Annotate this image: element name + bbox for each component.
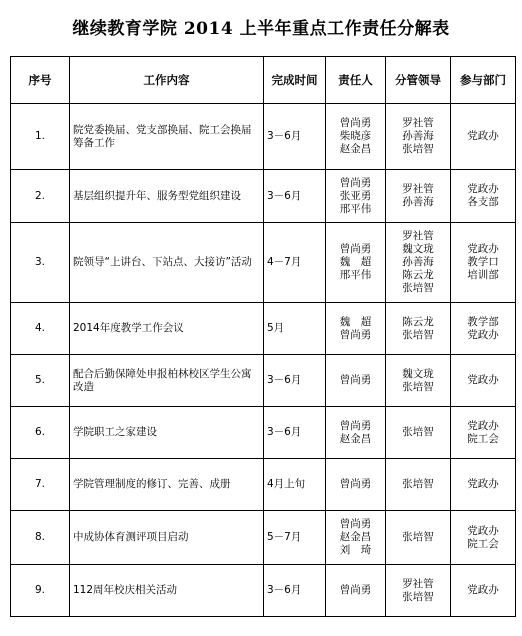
cell-no: 5.	[11, 355, 70, 407]
cell-department: 党政办 教学口 培训部	[451, 223, 516, 303]
page-title: 继续教育学院 2014 上半年重点工作责任分解表	[72, 19, 450, 39]
cell-department: 党政办	[451, 459, 516, 511]
header-task: 工作内容	[70, 57, 264, 104]
cell-task: 学院管理制度的修订、完善、成册	[70, 459, 264, 511]
cell-leader: 张培智	[386, 407, 451, 459]
cell-responsible: 曾尚勇 魏 超 邢平伟	[326, 223, 386, 303]
cell-time: 3－6月	[264, 104, 326, 170]
cell-leader: 陈云龙 张培智	[386, 303, 451, 355]
table-row	[11, 355, 516, 407]
table-row	[11, 223, 516, 303]
cell-no: 2.	[11, 170, 70, 223]
cell-no: 6.	[11, 407, 70, 459]
cell-leader: 魏文珑 张培智	[386, 355, 451, 407]
header-department: 参与部门	[451, 57, 516, 104]
cell-leader: 罗社管 魏文珑 孙善海 陈云龙 张培智	[386, 223, 451, 303]
header-time: 完成时间	[264, 57, 326, 104]
header-responsible: 责任人	[326, 57, 386, 104]
cell-task: 配合后勤保障处申报柏林校区学生公寓改造	[70, 355, 264, 407]
cell-task: 院领导“上讲台、下站点、大接访”活动	[70, 223, 264, 303]
cell-department: 党政办	[451, 355, 516, 407]
cell-department: 党政办 院工会	[451, 511, 516, 565]
table-row	[11, 170, 516, 223]
cell-responsible: 曾尚勇	[326, 355, 386, 407]
cell-time: 4－7月	[264, 223, 326, 303]
cell-responsible: 曾尚勇 柴晓彦 赵金昌	[326, 104, 386, 170]
cell-time: 3－6月	[264, 355, 326, 407]
table-row	[11, 104, 516, 170]
cell-leader: 张培智	[386, 459, 451, 511]
cell-task: 112周年校庆相关活动	[70, 565, 264, 617]
cell-time: 3－6月	[264, 565, 326, 617]
cell-task: 2014年度教学工作会议	[70, 303, 264, 355]
cell-department: 党政办 各支部	[451, 170, 516, 223]
cell-time: 5－7月	[264, 511, 326, 565]
table-row	[11, 511, 516, 565]
cell-time: 5月	[264, 303, 326, 355]
cell-department: 党政办 院工会	[451, 407, 516, 459]
responsibility-table	[10, 56, 516, 617]
table-row	[11, 459, 516, 511]
cell-time: 3－6月	[264, 407, 326, 459]
cell-task: 学院职工之家建设	[70, 407, 264, 459]
cell-task: 院党委换届、党支部换届、院工会换届筹备工作	[70, 104, 264, 170]
cell-responsible: 曾尚勇	[326, 565, 386, 617]
cell-responsible: 曾尚勇	[326, 459, 386, 511]
cell-department: 党政办	[451, 104, 516, 170]
table-row	[11, 565, 516, 617]
table-header-row	[11, 57, 516, 104]
cell-task: 基层组织提升年、服务型党组织建设	[70, 170, 264, 223]
cell-responsible: 曾尚勇 赵金昌 刘 琦	[326, 511, 386, 565]
cell-leader: 罗社管 孙善海	[386, 170, 451, 223]
header-leader: 分管领导	[386, 57, 451, 104]
cell-no: 1.	[11, 104, 70, 170]
cell-time: 3－6月	[264, 170, 326, 223]
cell-department: 教学部 党政办	[451, 303, 516, 355]
cell-responsible: 曾尚勇 张亚勇 邢平伟	[326, 170, 386, 223]
cell-leader: 罗社管 张培智	[386, 565, 451, 617]
cell-no: 7.	[11, 459, 70, 511]
table-row	[11, 303, 516, 355]
cell-leader: 罗社管 孙善海 张培智	[386, 104, 451, 170]
cell-responsible: 魏 超 曾尚勇	[326, 303, 386, 355]
cell-no: 9.	[11, 565, 70, 617]
cell-no: 4.	[11, 303, 70, 355]
cell-leader: 张培智	[386, 511, 451, 565]
cell-responsible: 曾尚勇 赵金昌	[326, 407, 386, 459]
cell-department: 党政办	[451, 565, 516, 617]
cell-time: 4月上旬	[264, 459, 326, 511]
table-row	[11, 407, 516, 459]
cell-no: 3.	[11, 223, 70, 303]
header-no: 序号	[11, 57, 70, 104]
cell-task: 中成协体育测评项目启动	[70, 511, 264, 565]
cell-no: 8.	[11, 511, 70, 565]
